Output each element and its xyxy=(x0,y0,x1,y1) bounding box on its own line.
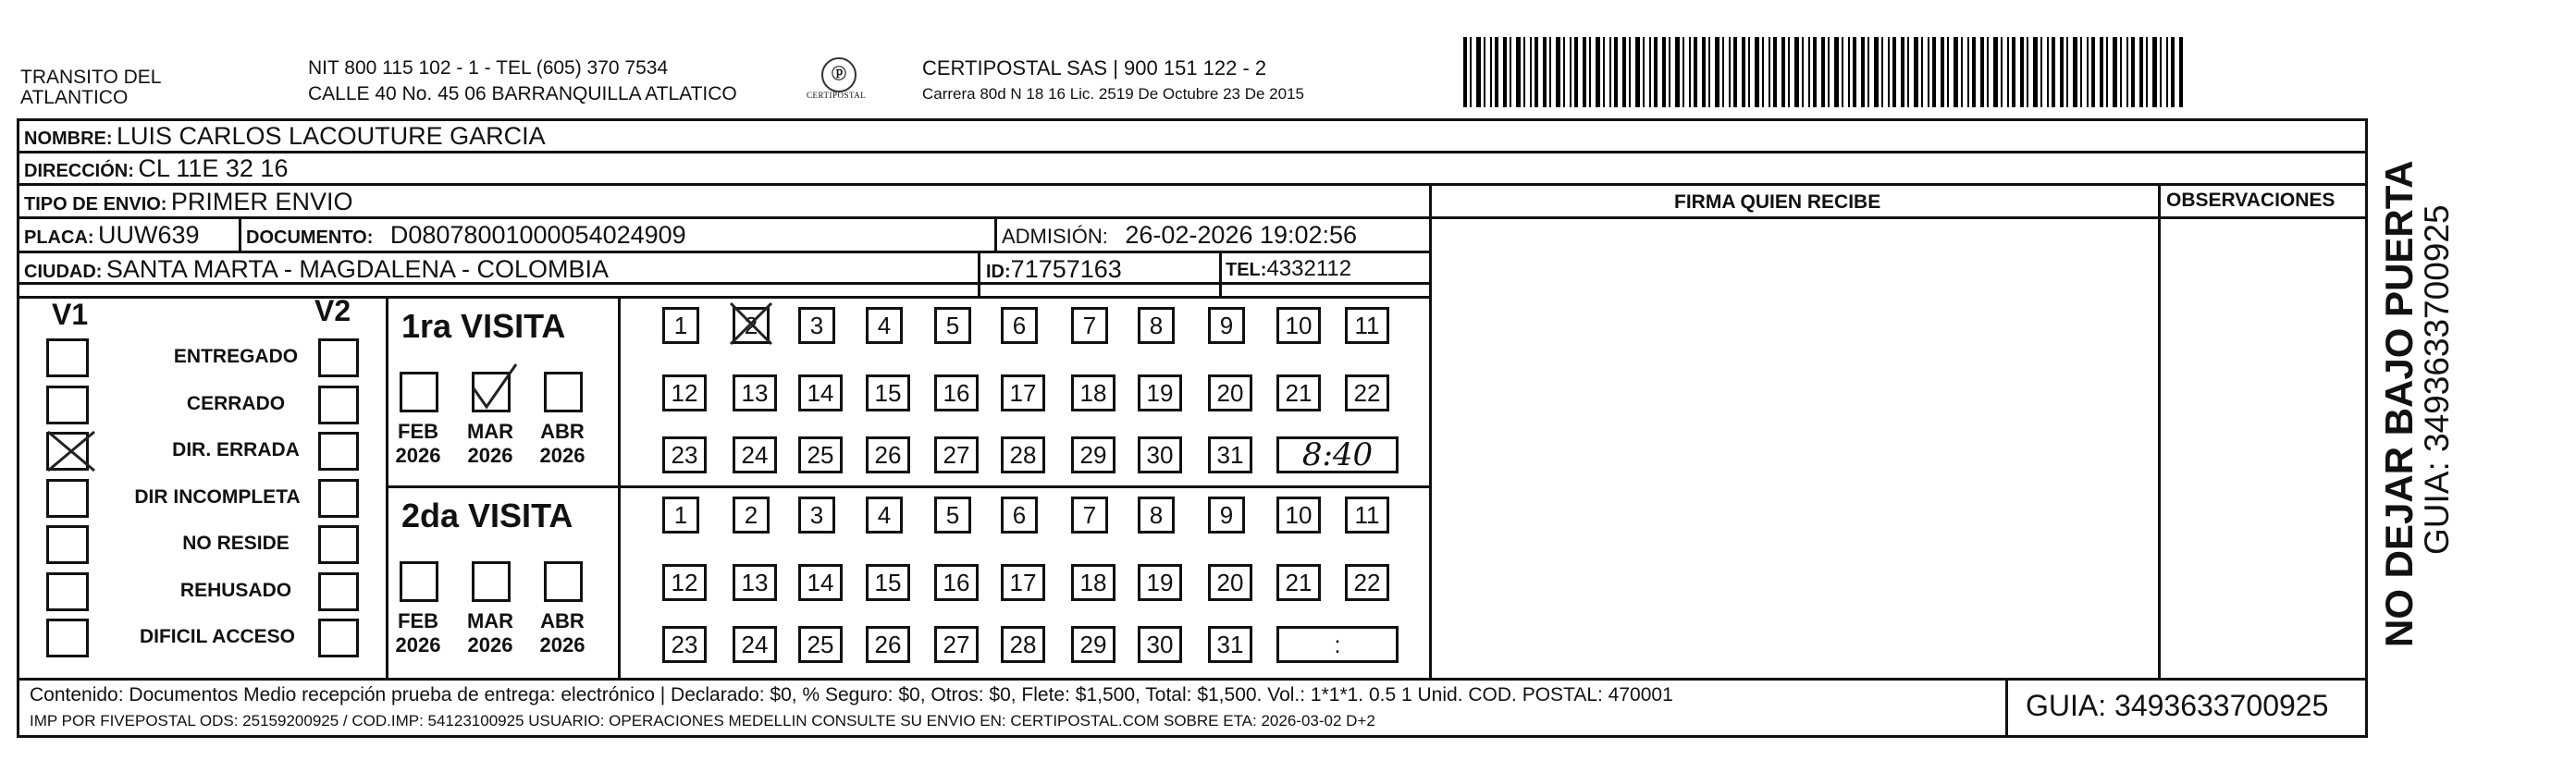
v1-label: V1 xyxy=(52,298,89,331)
rule xyxy=(386,296,388,679)
ciudad-row xyxy=(24,253,609,289)
rule xyxy=(618,296,621,679)
time-box[interactable]: : xyxy=(1276,626,1399,663)
documento-label: DOCUMENTO: xyxy=(246,227,374,248)
observaciones-header: OBSERVACIONES xyxy=(2166,190,2336,211)
day-box[interactable]: 15 xyxy=(866,564,910,601)
status-v1-checkbox[interactable] xyxy=(46,619,89,657)
rule xyxy=(2158,183,2161,679)
month-label: ABR xyxy=(540,420,585,443)
no-dejar-bajo-puerta: NO DEJAR BAJO PUERTA xyxy=(2377,160,2421,647)
day-box[interactable]: 28 xyxy=(1001,436,1045,473)
admision-label: ADMISIÓN: xyxy=(1002,225,1108,248)
day-box[interactable]: 28 xyxy=(1001,626,1045,663)
direccion-row xyxy=(24,153,288,189)
day-box[interactable]: 8 xyxy=(1138,497,1175,534)
rule xyxy=(1429,183,1432,679)
status-label: DIR. ERRADA xyxy=(172,439,300,460)
sender-line1: TRANSITO DEL xyxy=(20,67,162,88)
nombre-row xyxy=(24,120,546,156)
month-check-mark-icon xyxy=(470,361,520,412)
admision-value: 26-02-2026 19:02:56 xyxy=(1125,221,1358,249)
day-box[interactable]: 13 xyxy=(733,374,777,411)
tipo-row xyxy=(24,186,352,222)
license-line: Carrera 80d N 18 16 Lic. 2519 De Octubre 23 De 2015 xyxy=(922,85,1304,103)
day-box[interactable]: 4 xyxy=(866,307,903,344)
imp-line: IMP POR FIVEPOSTAL ODS: 25159200925 / COD.IMP: 54123100925 USUARIO: OPERACIONES MEDELLIN CONSULTE SU ENVIO EN: CERTIPOSTAL.COM SOBRE ETA: 2026-03-02 D+2 xyxy=(30,712,1375,730)
placa-value: UUW639 xyxy=(98,221,200,249)
id-value: 71757163 xyxy=(1010,255,1122,283)
nombre-value: LUIS CARLOS LACOUTURE GARCIA xyxy=(117,122,546,150)
month-year: 2026 xyxy=(539,633,585,656)
status-v2-checkbox[interactable] xyxy=(318,479,359,518)
day-box[interactable]: 24 xyxy=(733,436,777,473)
nit-line: NIT 800 115 102 - 1 - TEL (605) 370 7534 xyxy=(308,57,669,79)
company-line: CERTIPOSTAL SAS | 900 151 122 - 2 xyxy=(922,56,1267,80)
day-box[interactable]: 2 xyxy=(733,497,770,534)
rule xyxy=(978,251,980,297)
day-box[interactable]: 29 xyxy=(1071,626,1115,663)
month-year: 2026 xyxy=(395,444,441,467)
placa-label: PLACA: xyxy=(24,227,94,248)
status-label: ENTREGADO xyxy=(173,346,299,367)
certipostal-logo-icon: ⓟ xyxy=(821,57,857,92)
status-label: REHUSADO xyxy=(179,579,292,601)
day-box[interactable]: 10 xyxy=(1276,497,1321,534)
day-box[interactable]: 24 xyxy=(733,626,777,663)
day-box[interactable]: 17 xyxy=(1001,374,1045,411)
status-v1-checkbox[interactable] xyxy=(46,572,89,611)
time-box[interactable]: 8:40 xyxy=(1276,436,1399,473)
day-box[interactable]: 3 xyxy=(798,497,835,534)
day-box[interactable]: 31 xyxy=(1208,626,1252,663)
check-mark-icon xyxy=(44,428,98,474)
guia-footer: GUIA: 3493633700925 xyxy=(2026,689,2329,722)
day-box[interactable]: 20 xyxy=(1208,374,1252,411)
day-box[interactable]: 12 xyxy=(662,564,707,601)
day-box[interactable]: 3 xyxy=(798,307,835,344)
day-box[interactable]: 17 xyxy=(1001,564,1045,601)
tel-label: TEL: xyxy=(1226,260,1267,280)
day-box[interactable]: 19 xyxy=(1138,564,1182,601)
tipo-value: PRIMER ENVIO xyxy=(170,188,353,215)
guide-frame xyxy=(17,118,2368,738)
day-box[interactable]: 2 xyxy=(733,307,770,344)
documento-row xyxy=(246,219,686,255)
day-box[interactable]: 22 xyxy=(1345,564,1389,601)
day-box[interactable]: 7 xyxy=(1071,497,1108,534)
logo-text: CERTIPOSTAL xyxy=(807,91,867,100)
nombre-label: NOMBRE: xyxy=(24,129,113,149)
address-line: CALLE 40 No. 45 06 BARRANQUILLA ATLATICO xyxy=(308,83,737,104)
status-label: NO RESIDE xyxy=(182,533,290,554)
day-box[interactable]: 6 xyxy=(1001,307,1038,344)
day-box[interactable]: 31 xyxy=(1208,436,1252,473)
day-box[interactable]: 26 xyxy=(866,436,910,473)
status-label: CERRADO xyxy=(186,392,286,414)
documento-value: D08078001000054024909 xyxy=(389,221,686,249)
month-label: MAR xyxy=(466,609,514,632)
rule xyxy=(2005,678,2008,738)
day-box[interactable]: 4 xyxy=(866,497,903,534)
day-box[interactable]: 9 xyxy=(1208,497,1245,534)
day-box[interactable]: 25 xyxy=(798,626,843,663)
day-box[interactable]: 14 xyxy=(798,374,843,411)
status-v1-checkbox[interactable] xyxy=(46,338,89,377)
rule xyxy=(1429,216,2368,219)
month-checkbox[interactable] xyxy=(472,561,511,602)
visit-title: 1ra VISITA xyxy=(401,307,566,345)
day-box[interactable]: 7 xyxy=(1071,307,1108,344)
rule xyxy=(1219,251,1222,297)
day-box[interactable]: 22 xyxy=(1345,374,1389,411)
day-box[interactable]: 21 xyxy=(1276,374,1321,411)
status-label: DIR INCOMPLETA xyxy=(134,485,301,508)
month-checkbox[interactable] xyxy=(544,372,583,412)
day-box[interactable]: 5 xyxy=(934,307,971,344)
month-year: 2026 xyxy=(395,633,441,656)
rule xyxy=(17,678,2368,681)
day-box[interactable]: 19 xyxy=(1138,374,1182,411)
tel-value: 4332112 xyxy=(1266,256,1352,281)
day-box[interactable]: 12 xyxy=(662,374,707,411)
day-box[interactable]: 14 xyxy=(798,564,843,601)
rule xyxy=(17,296,1430,299)
month-year: 2026 xyxy=(539,444,585,467)
month-year: 2026 xyxy=(467,633,513,656)
day-box[interactable]: 10 xyxy=(1276,307,1321,344)
day-box[interactable]: 26 xyxy=(866,626,910,663)
day-box[interactable]: 30 xyxy=(1138,626,1182,663)
ciudad-label: CIUDAD: xyxy=(24,262,103,282)
v2-label: V2 xyxy=(314,294,351,327)
day-box[interactable]: 6 xyxy=(1001,497,1038,534)
status-v2-checkbox[interactable] xyxy=(318,619,359,657)
day-box[interactable]: 16 xyxy=(934,374,979,411)
day-box[interactable]: 23 xyxy=(662,626,707,663)
placa-row xyxy=(24,219,200,255)
day-box[interactable]: 1 xyxy=(662,307,699,344)
day-box[interactable]: 13 xyxy=(733,564,777,601)
id-row xyxy=(986,253,1122,289)
direccion-value: CL 11E 32 16 xyxy=(138,154,289,182)
sender-line2: ATLANTICO xyxy=(20,87,129,108)
month-label: FEB xyxy=(398,420,438,443)
firma-header: FIRMA QUIEN RECIBE xyxy=(1674,191,1881,213)
barcode xyxy=(1463,37,2183,107)
month-label: FEB xyxy=(398,609,438,632)
tel-row xyxy=(1226,253,1351,288)
status-v1-checkbox[interactable] xyxy=(46,386,89,424)
day-box[interactable]: 11 xyxy=(1345,307,1389,344)
day-box[interactable]: 27 xyxy=(934,626,979,663)
month-checkbox[interactable] xyxy=(544,561,583,602)
contenido-line: Contenido: Documentos Medio recepción prueba de entrega: electrónico | Declarado: $0, % Seguro: $0, Otros: $0, Flete: $1,500, Total: $1,500. Vol.: 1*1*1. 0.5 1 Unid. COD. POSTAL: 470001 xyxy=(30,684,1673,706)
day-box[interactable]: 8 xyxy=(1138,307,1175,344)
day-box[interactable]: 29 xyxy=(1071,436,1115,473)
admision-row xyxy=(1002,219,1357,255)
day-box[interactable]: 18 xyxy=(1071,564,1115,601)
side-guia: GUIA: 3493633700925 xyxy=(2418,204,2456,555)
ciudad-value: SANTA MARTA - MAGDALENA - COLOMBIA xyxy=(105,255,610,283)
day-box[interactable]: 16 xyxy=(934,564,979,601)
month-year: 2026 xyxy=(467,444,513,467)
month-label: MAR xyxy=(466,420,514,443)
day-box[interactable]: 27 xyxy=(934,436,979,473)
day-box[interactable]: 23 xyxy=(662,436,707,473)
rule xyxy=(386,485,1430,488)
id-label: ID: xyxy=(986,262,1011,282)
month-checkbox[interactable] xyxy=(400,372,438,412)
day-box[interactable]: 1 xyxy=(662,497,699,534)
rule xyxy=(17,183,2368,186)
day-box[interactable]: 25 xyxy=(798,436,843,473)
day-box[interactable]: 30 xyxy=(1138,436,1182,473)
day-box[interactable]: 21 xyxy=(1276,564,1321,601)
month-label: ABR xyxy=(540,609,585,632)
day-box[interactable]: 9 xyxy=(1208,307,1245,344)
visit-title: 2da VISITA xyxy=(401,497,573,534)
day-x-mark-icon xyxy=(727,300,775,348)
day-box[interactable]: 5 xyxy=(934,497,971,534)
status-v1-checkbox[interactable] xyxy=(46,479,89,518)
status-label: DIFICIL ACCESO xyxy=(139,626,295,647)
rule xyxy=(994,216,997,252)
day-box[interactable]: 18 xyxy=(1071,374,1115,411)
day-box[interactable]: 11 xyxy=(1345,497,1389,534)
day-box[interactable]: 20 xyxy=(1208,564,1252,601)
tipo-label: TIPO DE ENVIO: xyxy=(24,194,167,215)
month-checkbox[interactable] xyxy=(400,561,438,602)
status-v1-checkbox[interactable] xyxy=(46,525,89,564)
day-box[interactable]: 15 xyxy=(866,374,910,411)
direccion-label: DIRECCIÓN: xyxy=(24,161,134,181)
